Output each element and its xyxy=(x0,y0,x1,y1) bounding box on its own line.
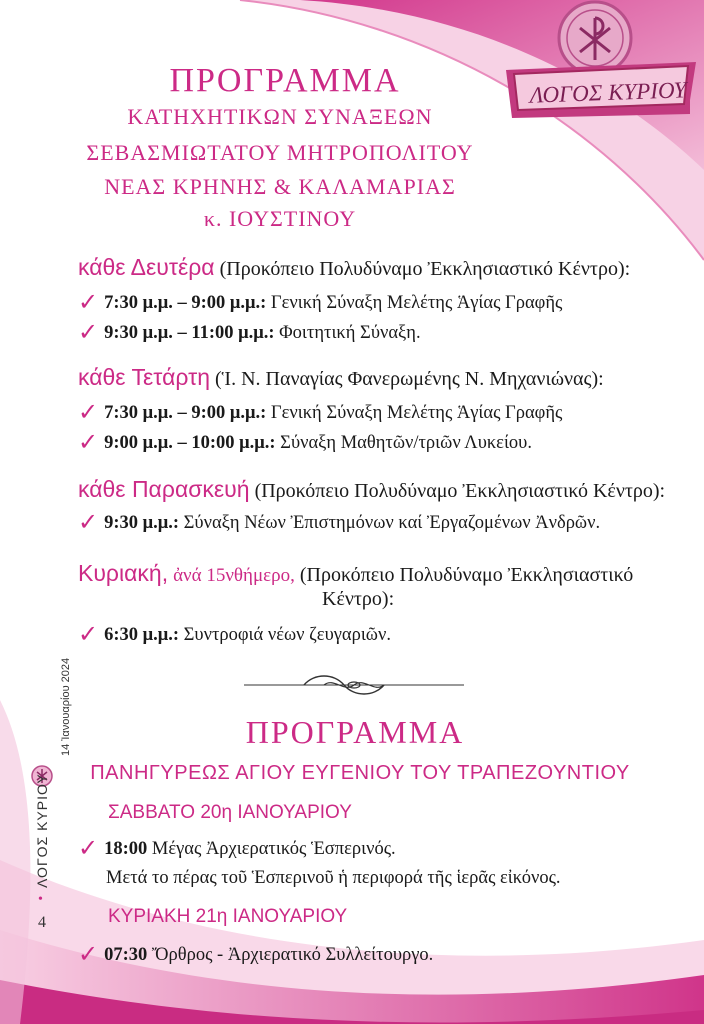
list-item xyxy=(78,620,391,648)
page-number: 4 xyxy=(38,914,46,931)
ornament-divider-icon xyxy=(244,670,464,700)
day-place: (Προκόπειο Πολυδύναμο Ἐκκλησιαστικό Κέντρο): xyxy=(254,480,666,502)
day-wednesday xyxy=(78,364,604,391)
footer-magazine: ΛΟΓΟΣ ΚΥΡΙΟΥ xyxy=(34,773,50,888)
day-place: (Προκόπειο Πολυδύναμο Ἐκκλησιαστικό Κέντρο): xyxy=(219,258,631,280)
feast-title: ΠΡΟΓΡΑΜΜΑ xyxy=(245,714,465,750)
item-text: Φοιτητική Σύναξη. xyxy=(279,323,421,343)
header-line-1: ΚΑΤΗΧΗΤΙΚΩΝ ΣΥΝΑΞΕΩΝ xyxy=(127,104,433,129)
item-time: 7:30 μ.μ. – 9:00 μ.μ.: xyxy=(104,293,267,313)
list-item xyxy=(78,288,562,316)
item-text: Ὄρθρος - Ἀρχιερατικό Συλλείτουργο. xyxy=(151,945,434,965)
day-monday xyxy=(78,254,630,281)
feast-date-2: ΚΥΡΙΑΚΗ 21η ΙΑΝΟΥΑΡΙΟΥ xyxy=(108,906,348,927)
item-time: 9:30 μ.μ. – 11:00 μ.μ.: xyxy=(104,323,275,343)
item-text: Μέγας Ἀρχιερατικός Ἑσπερινός. xyxy=(151,839,396,859)
day-sunday xyxy=(78,560,633,587)
item-text: Σύναξη Νέων Ἐπιστημόνων καί Ἐργαζομένων Ἀνδρῶν. xyxy=(183,513,601,533)
item-time: 9:30 μ.μ.: xyxy=(104,513,180,533)
list-item xyxy=(78,834,396,862)
day-friday xyxy=(78,476,665,503)
check-icon: ✓ xyxy=(78,288,99,316)
check-icon: ✓ xyxy=(78,508,99,536)
header-line-4: κ. ΙΟΥΣΤΙΝΟΥ xyxy=(203,206,357,231)
list-item xyxy=(78,940,433,968)
item-text: Συντροφιά νέων ζευγαριῶν. xyxy=(183,625,391,645)
list-item xyxy=(78,398,562,426)
day-name: κάθε Τετάρτη xyxy=(78,364,211,390)
item-time: 18:00 xyxy=(104,839,148,859)
check-icon: ✓ xyxy=(78,620,99,648)
page-title: ΠΡΟΓΡΑΜΜΑ xyxy=(169,62,401,99)
day-place: (Προκόπειο Πολυδύναμο Ἐκκλησιαστικό xyxy=(299,564,634,586)
feast-date-1: ΣΑΒΒΑΤΟ 20η ΙΑΝΟΥΑΡΙΟΥ xyxy=(108,802,352,823)
day-place: (Ἱ. Ν. Παναγίας Φανερωμένης Ν. Μηχανιώνας): xyxy=(215,368,604,390)
check-icon: ✓ xyxy=(78,318,99,346)
logo-banner-text: ΛΟΓΟΣ ΚΥΡΙΟΥ xyxy=(529,77,687,108)
header-line-3: ΝΕΑΣ ΚΡΗΝΗΣ & ΚΑΛΑΜΑΡΙΑΣ xyxy=(104,174,456,199)
check-icon: ✓ xyxy=(78,398,99,426)
day-name: κάθε Δευτέρα xyxy=(78,254,215,280)
check-icon: ✓ xyxy=(78,940,99,968)
item-time: 9:00 μ.μ. – 10:00 μ.μ.: xyxy=(104,433,276,453)
list-item xyxy=(78,428,532,456)
day-extra: ἀνά 15νθήμερο, xyxy=(173,565,295,586)
day-name: κάθε Παρασκευή xyxy=(78,476,250,502)
item-time: 7:30 μ.μ. – 9:00 μ.μ.: xyxy=(104,403,267,423)
item-text: Γενική Σύναξη Μελέτης Ἁγίας Γραφῆς xyxy=(270,293,563,313)
item-text: Σύναξη Μαθητῶν/τριῶν Λυκείου. xyxy=(280,433,532,453)
header-line-2: ΣΕΒΑΣΜΙΩΤΑΤΟΥ ΜΗΤΡΟΠΟΛΙΤΟΥ xyxy=(86,140,474,165)
item-text: Γενική Σύναξη Μελέτης Ἁγίας Γραφῆς xyxy=(270,403,563,423)
day-place-cont: Κέντρο): xyxy=(322,588,395,610)
check-icon: ✓ xyxy=(78,834,99,862)
footer-date: 14 Ἰανουαρίου 2024 xyxy=(60,657,72,756)
list-item xyxy=(78,508,600,536)
list-item xyxy=(78,318,421,346)
feast-note: Μετά το πέρας τοῦ Ἑσπερινοῦ ἡ περιφορά τῆς ἱερᾶς εἰκόνος. xyxy=(106,868,561,888)
feast-subtitle: ΠΑΝΗΓΥΡΕΩΣ ΑΓΙΟΥ ΕΥΓΕΝΙΟΥ ΤΟΥ ΤΡΑΠΕΖΟΥΝΤΙΟΥ xyxy=(90,762,630,784)
footer-bullet: • xyxy=(38,892,43,907)
item-time: 07:30 xyxy=(104,945,148,965)
check-icon: ✓ xyxy=(78,428,99,456)
item-time: 6:30 μ.μ.: xyxy=(104,625,180,645)
day-name: Κυριακή, xyxy=(78,560,169,586)
